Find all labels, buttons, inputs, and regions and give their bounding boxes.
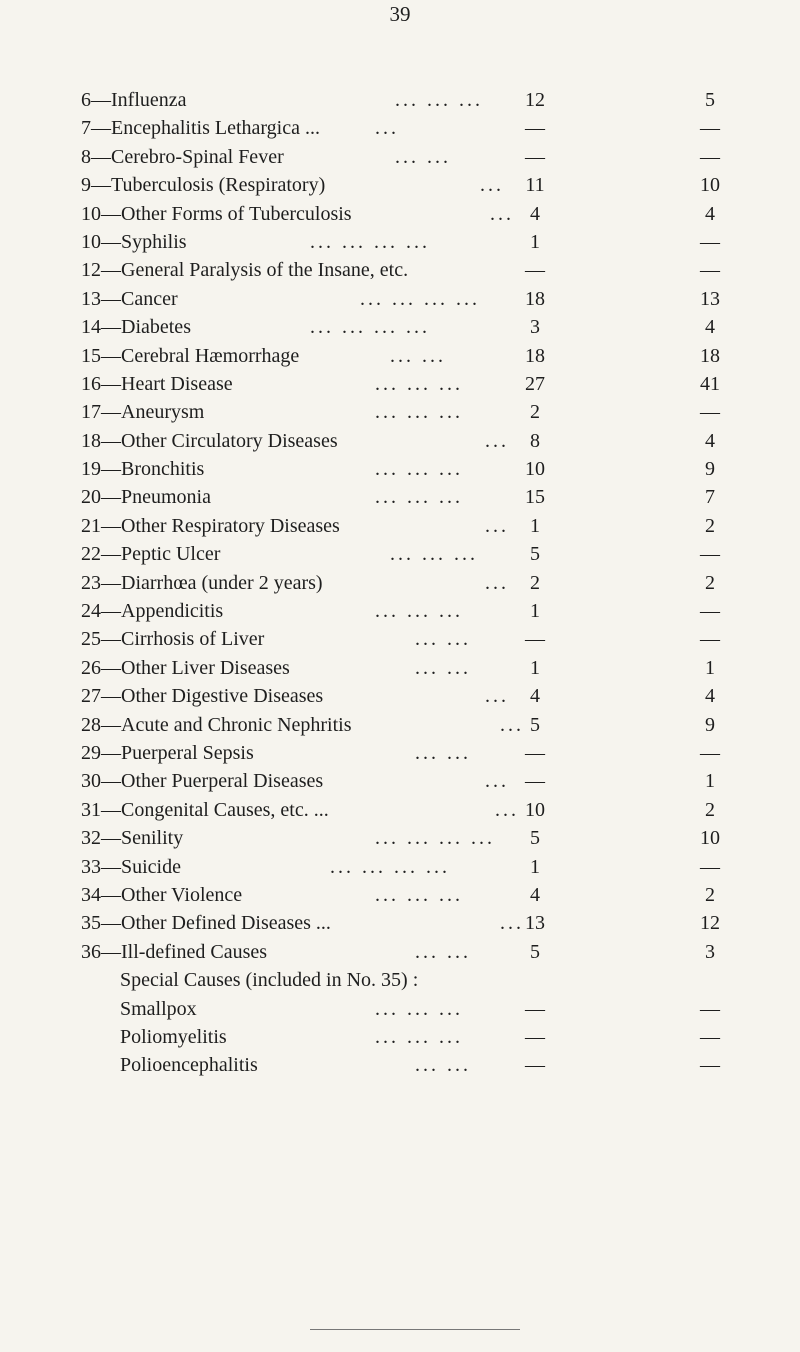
table-row xyxy=(0,398,800,426)
cause-label: Poliomyelitis xyxy=(120,1025,227,1048)
table-row xyxy=(0,654,800,682)
table-row xyxy=(0,114,800,142)
leader-dots: ... xyxy=(490,202,514,225)
leader-dots: ... ... ... xyxy=(375,997,463,1020)
leader-dots: ... ... xyxy=(415,628,471,651)
cause-label: 10—Syphilis xyxy=(81,230,187,253)
leader-dots: ... ... xyxy=(395,145,451,168)
cause-label: 19—Bronchitis xyxy=(81,458,205,481)
table-row xyxy=(0,86,800,114)
value-column-1: 4 xyxy=(530,883,540,906)
table-row xyxy=(0,1051,800,1079)
leader-dots: ... ... ... xyxy=(395,89,483,111)
value-column-1: 1 xyxy=(530,855,540,878)
cause-label: Polioencephalitis xyxy=(120,1054,258,1077)
value-column-2: 9 xyxy=(705,713,715,736)
table-row xyxy=(0,427,800,455)
leader-dots: ... xyxy=(485,514,509,537)
value-column-1: 1 xyxy=(530,656,540,679)
cause-label: 24—Appendicitis xyxy=(81,600,224,623)
table-row xyxy=(0,200,800,228)
value-column-2: — xyxy=(700,543,720,566)
leader-dots: ... ... xyxy=(390,344,446,367)
table-row xyxy=(0,767,800,795)
leader-dots: ... ... xyxy=(415,1054,471,1077)
cause-label: 32—Senility xyxy=(81,827,184,850)
value-column-2: — xyxy=(700,401,720,424)
leader-dots: ... ... xyxy=(415,656,471,679)
leader-dots: ... ... xyxy=(415,741,471,764)
cause-label: 15—Cerebral Hæmorrhage xyxy=(81,344,300,367)
value-column-2: 3 xyxy=(705,940,715,963)
leader-dots: ... xyxy=(485,571,509,594)
table-row xyxy=(0,540,800,568)
cause-label: 18—Other Circulatory Diseases xyxy=(81,429,338,452)
value-column-1: 3 xyxy=(530,316,540,339)
value-column-2: 13 xyxy=(700,287,720,310)
cause-label: 20—Pneumonia xyxy=(81,486,211,509)
value-column-1: 10 xyxy=(525,458,545,481)
cause-label: 10—Other Forms of Tuberculosis xyxy=(81,202,352,225)
leader-dots: ... xyxy=(500,713,524,736)
value-column-2: 1 xyxy=(705,770,715,793)
cause-label: 26—Other Liver Diseases xyxy=(81,656,290,679)
table-row xyxy=(0,682,800,710)
value-column-2: — xyxy=(700,600,720,623)
table-row xyxy=(0,313,800,341)
value-column-2: — xyxy=(700,230,720,253)
table-row xyxy=(0,938,800,966)
cause-label: 33—Suicide xyxy=(81,855,181,878)
table-row xyxy=(0,853,800,881)
footer-rule xyxy=(310,1329,520,1330)
value-column-1: 8 xyxy=(530,429,540,452)
value-column-2: — xyxy=(700,628,720,651)
value-column-2: 2 xyxy=(705,883,715,906)
table-row xyxy=(0,483,800,511)
table-row xyxy=(0,370,800,398)
table-row xyxy=(0,881,800,909)
value-column-2: 4 xyxy=(705,429,715,452)
value-column-2: 18 xyxy=(700,344,720,367)
value-column-2: — xyxy=(700,741,720,764)
table-row xyxy=(0,597,800,625)
value-column-2: — xyxy=(700,1025,720,1048)
table-row xyxy=(0,995,800,1023)
value-column-1: 5 xyxy=(530,940,540,963)
value-column-2: — xyxy=(700,117,720,140)
cause-label: 12—General Paralysis of the Insane, etc. xyxy=(81,259,409,282)
value-column-2: 4 xyxy=(705,685,715,708)
leader-dots: ... ... ... xyxy=(375,372,463,395)
leader-dots: ... ... ... xyxy=(375,1025,463,1048)
cause-label: 29—Puerperal Sepsis xyxy=(81,741,254,764)
cause-label: 34—Other Violence xyxy=(81,883,243,906)
leader-dots: ... xyxy=(500,912,524,935)
cause-label: 23—Diarrhœa (under 2 years) xyxy=(81,571,323,594)
cause-label: 27—Other Digestive Diseases xyxy=(81,685,324,708)
leader-dots: ... ... ... xyxy=(375,600,463,623)
leader-dots: ... xyxy=(495,798,519,821)
cause-label: 13—Cancer xyxy=(81,287,178,310)
value-column-1: 18 xyxy=(525,344,545,367)
value-column-2: 10 xyxy=(700,174,720,197)
cause-label: Smallpox xyxy=(120,997,197,1020)
value-column-2: 7 xyxy=(705,486,715,509)
leader-dots: ... ... ... ... xyxy=(310,230,430,253)
cause-label: 16—Heart Disease xyxy=(81,372,233,395)
value-column-1: — xyxy=(525,741,545,764)
table-row xyxy=(0,1023,800,1051)
value-column-1: — xyxy=(525,259,545,282)
table-row xyxy=(0,966,800,994)
table-row xyxy=(0,796,800,824)
value-column-1: 10 xyxy=(525,798,545,821)
value-column-1: 1 xyxy=(530,600,540,623)
value-column-1: 1 xyxy=(530,514,540,537)
value-column-2: 4 xyxy=(705,316,715,339)
table-row xyxy=(0,909,800,937)
value-column-2: 12 xyxy=(700,912,720,935)
value-column-2: 41 xyxy=(700,372,720,395)
leader-dots: ... xyxy=(485,429,509,452)
value-column-1: — xyxy=(525,145,545,168)
table-row xyxy=(0,256,800,284)
value-column-2: 1 xyxy=(705,656,715,679)
table-row xyxy=(0,228,800,256)
table-row xyxy=(0,171,800,199)
table-row xyxy=(0,711,800,739)
cause-label: 28—Acute and Chronic Nephritis xyxy=(81,713,352,736)
table-row xyxy=(0,824,800,852)
value-column-1: 12 xyxy=(525,89,545,111)
table-row xyxy=(0,512,800,540)
value-column-1: 5 xyxy=(530,713,540,736)
leader-dots: ... ... ... xyxy=(390,543,478,566)
leader-dots: ... ... ... ... xyxy=(375,827,495,850)
leader-dots: ... xyxy=(480,174,504,197)
leader-dots: ... ... ... xyxy=(375,458,463,481)
value-column-2: 10 xyxy=(700,827,720,850)
cause-label: 17—Aneurysm xyxy=(81,401,205,424)
value-column-1: 18 xyxy=(525,287,545,310)
value-column-2: — xyxy=(700,259,720,282)
value-column-1: 27 xyxy=(525,372,545,395)
mortality-table xyxy=(0,86,800,1080)
value-column-1: 15 xyxy=(525,486,545,509)
cause-label: 35—Other Defined Diseases ... xyxy=(81,912,331,935)
value-column-2: — xyxy=(700,1054,720,1077)
cause-label: 9—Tuberculosis (Respiratory) xyxy=(81,174,326,197)
table-row xyxy=(0,285,800,313)
cause-label: 36—Ill-defined Causes xyxy=(81,940,268,963)
leader-dots: ... ... ... xyxy=(375,401,463,424)
value-column-2: — xyxy=(700,855,720,878)
leader-dots: ... xyxy=(375,117,399,140)
cause-label: 7—Encephalitis Lethargica ... xyxy=(81,117,320,140)
value-column-1: 1 xyxy=(530,230,540,253)
table-row xyxy=(0,143,800,171)
value-column-1: 2 xyxy=(530,401,540,424)
value-column-2: — xyxy=(700,145,720,168)
cause-label: 25—Cirrhosis of Liver xyxy=(81,628,265,651)
value-column-2: 2 xyxy=(705,571,715,594)
cause-label: 31—Congenital Causes, etc. ... xyxy=(81,798,329,821)
value-column-1: — xyxy=(525,770,545,793)
leader-dots: ... xyxy=(485,685,509,708)
value-column-1: 5 xyxy=(530,827,540,850)
value-column-2: 2 xyxy=(705,514,715,537)
table-row xyxy=(0,342,800,370)
value-column-1: — xyxy=(525,628,545,651)
leader-dots: ... ... ... ... xyxy=(330,855,450,878)
cause-label: 6—Influenza xyxy=(81,89,187,111)
value-column-1: 4 xyxy=(530,685,540,708)
value-column-1: — xyxy=(525,117,545,140)
table-row xyxy=(0,455,800,483)
value-column-2: 9 xyxy=(705,458,715,481)
leader-dots: ... ... xyxy=(415,940,471,963)
page-number: 39 xyxy=(389,2,411,26)
cause-label: 8—Cerebro-Spinal Fever xyxy=(81,145,284,168)
cause-label: 22—Peptic Ulcer xyxy=(81,543,221,566)
cause-label: Special Causes (included in No. 35) : xyxy=(120,969,419,992)
value-column-1: 13 xyxy=(525,912,545,935)
leader-dots: ... ... ... xyxy=(375,486,463,509)
leader-dots: ... ... ... ... xyxy=(310,316,430,339)
leader-dots: ... ... ... xyxy=(375,883,463,906)
table-row xyxy=(0,625,800,653)
cause-label: 30—Other Puerperal Diseases xyxy=(81,770,324,793)
value-column-1: — xyxy=(525,1025,545,1048)
value-column-2: 2 xyxy=(705,798,715,821)
cause-label: 14—Diabetes xyxy=(81,316,191,339)
table-row xyxy=(0,739,800,767)
value-column-2: 4 xyxy=(705,202,715,225)
table-row xyxy=(0,569,800,597)
leader-dots: ... xyxy=(485,770,509,793)
value-column-1: 11 xyxy=(525,174,545,197)
value-column-1: 2 xyxy=(530,571,540,594)
leader-dots: ... ... ... ... xyxy=(360,287,480,310)
cause-label: 21—Other Respiratory Diseases xyxy=(81,514,340,537)
value-column-1: — xyxy=(525,1054,545,1077)
value-column-1: 4 xyxy=(530,202,540,225)
value-column-1: 5 xyxy=(530,543,540,566)
value-column-1: — xyxy=(525,997,545,1020)
value-column-2: 5 xyxy=(705,89,715,111)
value-column-2: — xyxy=(700,997,720,1020)
